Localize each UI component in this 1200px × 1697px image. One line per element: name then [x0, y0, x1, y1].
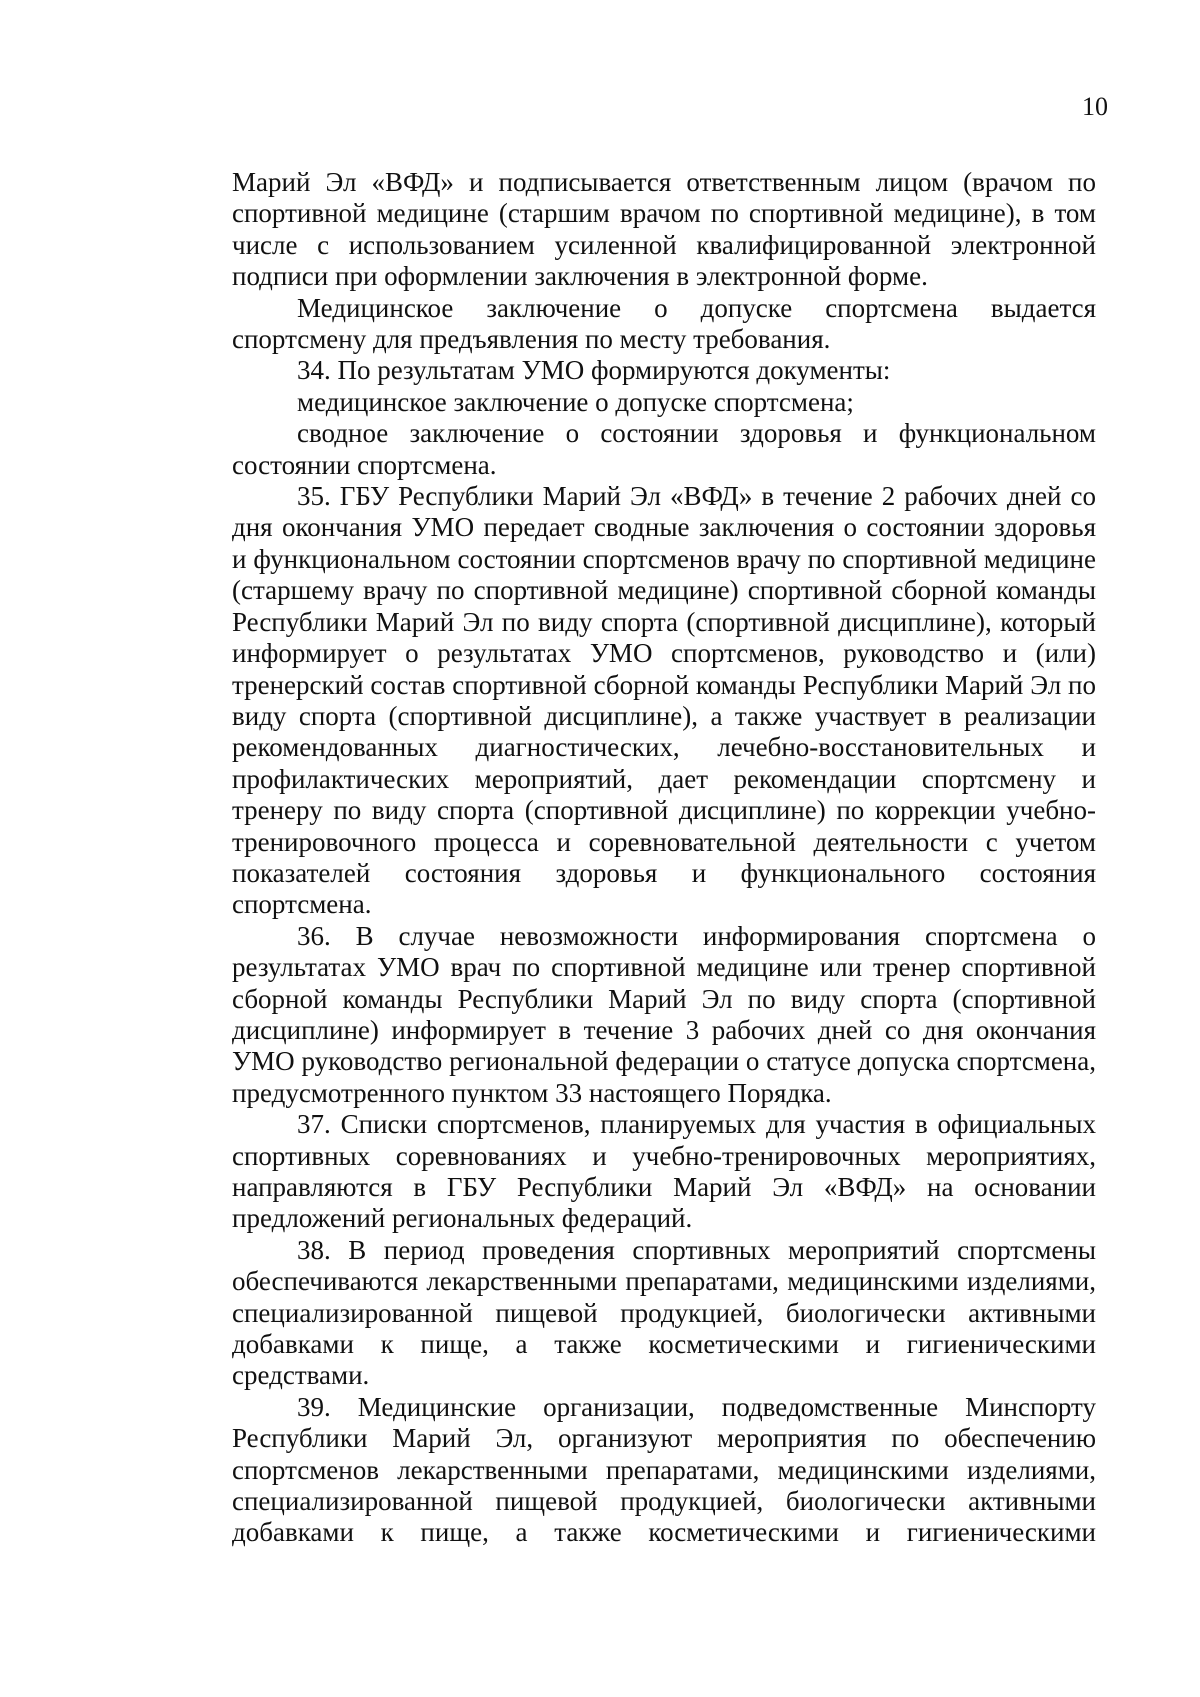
page-number: 10	[1082, 92, 1108, 121]
paragraph-39: 39. Медицинские организации, подведомственные Минспорту Республики Марий Эл, организуют мероприятия по обеспечению спортсменов лекарственными препаратами, медицинскими изделиями, специализированной пищевой продукцией, биологически активными добавками к пище, а также косметическими и гигиеническими	[232, 1391, 1096, 1548]
paragraph-37: 37. Списки спортсменов, планируемых для участия в официальных спортивных соревнованиях и учебно-тренировочных мероприятиях, направляются в ГБУ Республики Марий Эл «ВФД» на основании предложений региональных федераций.	[232, 1109, 1096, 1234]
paragraph-36: 36. В случае невозможности информирования спортсмена о результатах УМО врач по спортивной медицине или тренер спортивной сборной команды Республики Марий Эл по виду спорта (спортивной дисциплине) информирует в течение 3 рабочих дней со дня окончания УМО руководство региональной федерации о статусе допуска спортсмена, предусмотренного пунктом 33 настоящего Порядка.	[232, 920, 1096, 1108]
document-body	[232, 167, 1096, 1549]
paragraph-38: 38. В период проведения спортивных мероприятий спортсмены обеспечиваются лекарственными препаратами, медицинскими изделиями, специализированной пищевой продукцией, биологически активными добавками к пище, а также косметическими и гигиеническими средствами.	[232, 1234, 1096, 1391]
paragraph-34-item-2: сводное заключение о состоянии здоровья и функциональном состоянии спортсмена.	[232, 418, 1096, 480]
paragraph-34-item-1: медицинское заключение о допуске спортсмена;	[297, 386, 854, 417]
paragraph-continuation: Марий Эл «ВФД» и подписывается ответственным лицом (врачом по спортивной медицине (старшим врачом по спортивной медицине), в том числе с использованием усиленной квалифицированной электронной подписи при оформлении заключения в электронной форме.	[232, 167, 1096, 292]
paragraph-34: 34. По результатам УМО формируются документы:	[297, 355, 891, 386]
paragraph-medical-conclusion: Медицинское заключение о допуске спортсмена выдается спортсмену для предъявления по месту требования.	[232, 292, 1096, 355]
paragraph-35: 35. ГБУ Республики Марий Эл «ВФД» в течение 2 рабочих дней со дня окончания УМО передает сводные заключения о состоянии здоровья и функциональном состоянии спортсменов врачу по спортивной медицине (старшему врачу по спортивной медицине) спортивной сборной команды Республики Марий Эл по виду спорта (спортивной дисциплине), который информирует о результатах УМО спортсменов, руководство и (или) тренерский состав спортивной сборной команды Республики Марий Эл по виду спорта (спортивной дисциплине), а также участвует в реализации рекомендованных диагностических, лечебно-восстановительных и профилактических мероприятий, дает рекомендации спортсмену и тренеру по виду спорта (спортивной дисциплине) по коррекции учебно-тренировочного процесса и соревновательной деятельности с учетом показателей состояния здоровья и функционального состояния спортсмена.	[232, 481, 1096, 920]
